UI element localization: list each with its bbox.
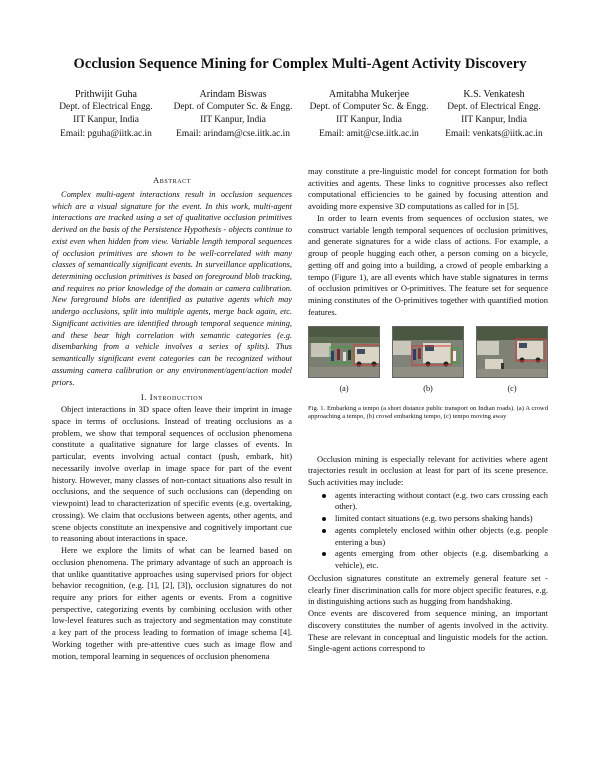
author-name: Arindam Biswas — [199, 89, 267, 100]
author-dept: Dept. of Computer Sc. & Engg. — [309, 102, 429, 113]
list-item-text: limited contact situations (e.g. two persons shaking hands) — [335, 513, 533, 524]
signatures-paragraph: Occlusion signatures constitute an extremely general feature set - clearly finer discrimination calls for more object specific features, e.g. in distinguishing actions such as hugging from handshaking. — [308, 572, 548, 607]
author-institute: IIT Kanpur, India — [200, 115, 266, 126]
author-email: Email: venkats@iitk.ac.in — [445, 128, 543, 139]
author-email: Email: amit@cse.iitk.ac.in — [319, 128, 419, 139]
mining-intro-paragraph: Occlusion mining is especially relevant for activities where agent trajectories result in occlusion at least for part of its scene presence. Such activities may include: — [308, 453, 548, 488]
figure-photo-c — [476, 326, 548, 378]
intro-paragraph-1: Object interactions in 3D space often leave their imprint in image space in terms of occlusions. Instead of treating occlusions as a problem, we show that temporal sequences of occlusion phenomena constitute a qualitative signature for large classes of events. In particular, events involving actual contact (push, embark, hit) necessarily involve overlap in image space for part of the event history. However, many classes of non-contact situations also result in occlusions, and the sequence of such occlusions can (depending on viewpoint) lead to characterization of specific events (e.g. overtaking, crossing). We claim that occlusions between agents, other agents, and scene objects constitute an inexpensive and cognitively important cue to reasoning about interactions in space. — [52, 404, 292, 544]
figure-caption: Fig. 1. Embarking a tempo (a short distance public transport on Indian roads). (a) A crowd approaching a tempo, (b) crowd embarking tempo, (c) tempo moving away — [308, 404, 548, 421]
bullet-icon — [322, 552, 326, 556]
intro-paragraph-2: Here we explore the limits of what can be learned based on occlusion phenomena. The primary advantage of such an approach is that unlike quantitative approaches using supervised priors for object behavior recognition, (e.g. [1], [2], [3]), occlusion signatures do not require any priors for either agents or events. From a cognitive perspective, categorizing events by combining occlusion with other low-level features such as trajectory and segmentation may constitute a key part of the process leading to formation of image schema [4]. Working together with pre-attentive cues such as image flow and motion, temporal learning in sequences of occlusion phenomena — [52, 545, 292, 661]
list-item — [308, 490, 548, 513]
author-email: Email: pguha@iitk.ac.in — [60, 128, 152, 139]
author-name: K.S. Venkatesh — [463, 89, 525, 100]
author-dept: Dept. of Electrical Engg. — [59, 102, 153, 113]
author-name: Amitabha Mukerjee — [328, 89, 410, 100]
introduction-heading: I. Introduction — [140, 392, 204, 403]
author-4 — [438, 88, 550, 141]
author-institute: IIT Kanpur, India — [73, 115, 139, 126]
discovery-paragraph: Once events are discovered from sequence mining, an important discovery constitutes the number of agents involved in the activity. These are relevant in conceptual and linguistic models for the action. Single-agent actions correspond to — [308, 608, 548, 654]
right-column — [308, 166, 548, 655]
figure-label-b: (b) — [423, 383, 433, 393]
author-3 — [302, 88, 436, 141]
activity-list — [308, 490, 548, 572]
author-name: Prithwijit Guha — [75, 89, 137, 100]
figure-1 — [308, 326, 548, 454]
paper-title: Occlusion Sequence Mining for Complex Multi-Agent Activity Discovery — [73, 56, 527, 72]
author-institute: IIT Kanpur, India — [336, 115, 402, 126]
author-block — [50, 88, 550, 140]
abstract-heading: Abstract — [152, 175, 191, 185]
bullet-icon — [322, 517, 326, 521]
list-item-text: agents emerging from other objects (e.g. disembarking a vehicle), etc. — [335, 548, 548, 571]
list-item-text: agents interacting without contact (e.g. two cars crossing each other). — [335, 489, 548, 512]
abstract-text: Complex multi-agent interactions result in occlusion sequences which are a visual signature for the event. In this work, multi-agent interactions are tracked using a set of qualitative occlusion primitives derived on the basis of the Persistence Hypothesis - objects continue to exist even when hidden from view. Variable length temporal sequences of occlusion primitives are shown to be well-correlated with many classes of semantically significant events. In surveillance applications, determining occlusion primitives is based on foreground blob tracking, and requires no prior knowledge of the domain or camera calibration. New foreground blobs are identified as putative agents which may undergo occlusions, split into multiple agents, merge back again, etc. Significant activities are identified through temporal sequence mining, and these bear high correlation with semantic categories (e.g. disembarking from a vehicle involves a series of splits). Thus semantically significant event categories can be recognized without assuming camera calibration or any environment/agent/action model priors. — [52, 190, 292, 387]
author-email: Email: arindam@cse.iitk.ac.in — [176, 128, 290, 139]
events-paragraph: In order to learn events from sequences of occlusion states, we construct variable length temporal sequences of occlusion primitives, and generate signatures for a wide class of actions. For example, a group of people hugging each other, a person coming on a bicycle, getting off and going into a building, a crowd of people embarking a tempo (Figure 1), are all events which have stable signatures in terms of occlusion primitives or O-primitives. The feature set for sequence mining constitutes of the O-primitives together with quantified motion features. — [308, 212, 548, 317]
figure-photo-a — [308, 326, 380, 378]
figure-label-a: (a) — [339, 383, 349, 393]
bullet-icon — [322, 529, 326, 533]
figure-photo-b — [392, 326, 464, 378]
author-dept: Dept. of Electrical Engg. — [447, 102, 541, 113]
author-2 — [166, 88, 300, 141]
author-1 — [50, 88, 162, 141]
left-column — [52, 174, 292, 662]
list-item — [308, 513, 548, 525]
list-item — [308, 548, 548, 571]
author-institute: IIT Kanpur, India — [461, 115, 527, 126]
author-dept: Dept. of Computer Sc. & Engg. — [173, 102, 293, 113]
list-item — [308, 525, 548, 548]
list-item-text: agents completely enclosed within other objects (e.g. people entering a bus) — [335, 524, 548, 547]
continued-paragraph: may constitute a pre-linguistic model for concept formation for both activities and agents. These links to cognitive processes also reflect computational efficiencies to be gained by focusing attention and avoiding more expensive 3D computations as called for in [5]. — [308, 166, 548, 212]
bullet-icon — [322, 494, 326, 498]
figure-label-c: (c) — [507, 383, 517, 393]
